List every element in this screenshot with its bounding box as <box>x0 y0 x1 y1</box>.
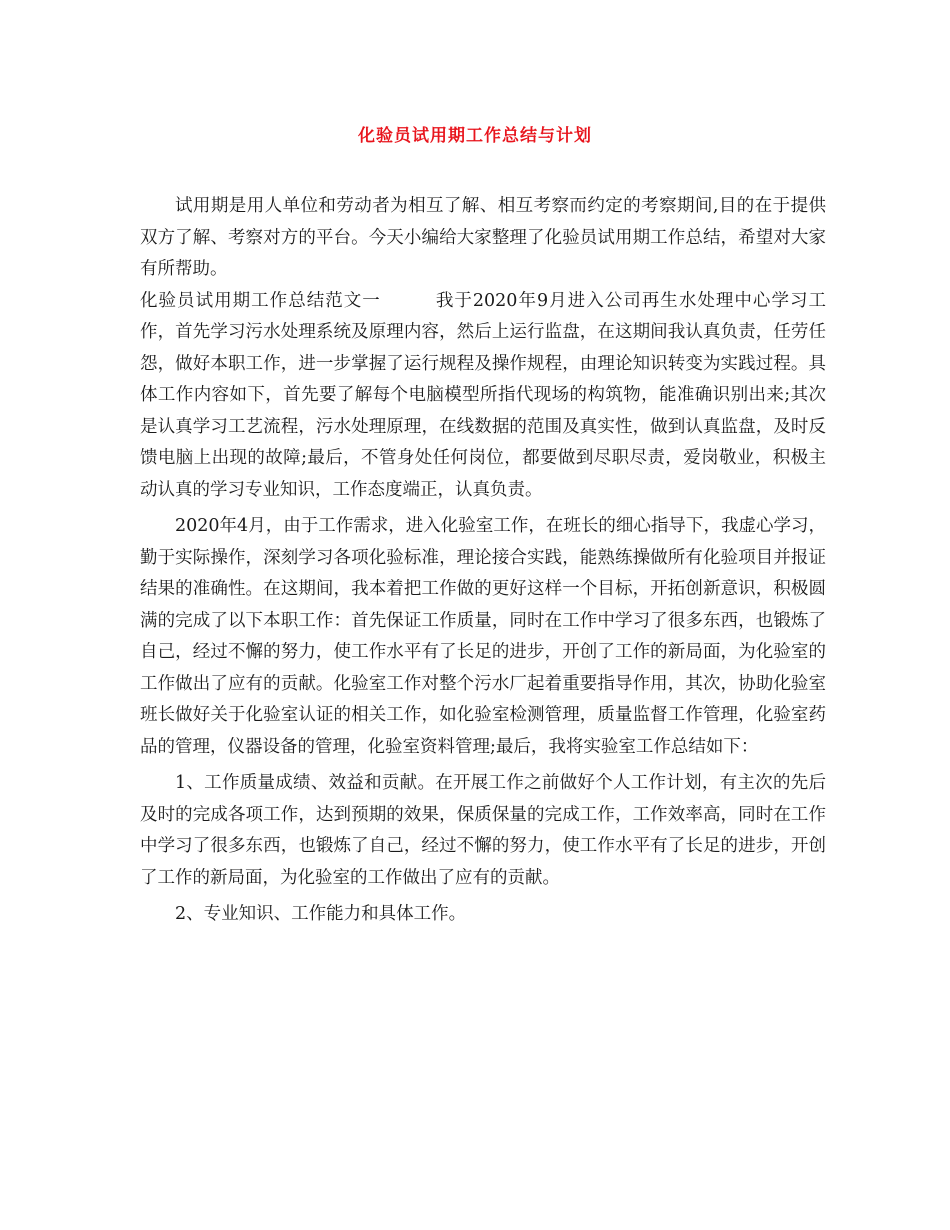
paragraph-2: 2020年4月，由于工作需求，进入化验室工作，在班长的细心指导下，我虚心学习，勤于实际操作，深刻学习各项化验标准，理论接合实践，能熟练操做所有化验项目并报证结果的准确性。在这期间，我本着把工作做的更好这样一个目标，开拓创新意识，积极圆满的完成了以下本职工作：首先保证工作质量，同时在工作中学习了很多东西，也锻炼了自己，经过不懈的努力，使工作水平有了长足的进步，开创了工作的新局面，为化验室的工作做出了应有的贡献。化验室工作对整个污水厂起着重要指导作用，其次，协助化验室班长做好关于化验室认证的相关工作，如化验室检测管理，质量监督工作管理，化验室药品的管理，仪器设备的管理，化验室资料管理;最后，我将实验室工作总结如下： <box>140 516 826 757</box>
intro-paragraph: 试用期是用人单位和劳动者为相互了解、相互考察而约定的考察期间,目的在于提供双方了解、考察对方的平台。今天小编给大家整理了化验员试用期工作总结，希望对大家有所帮助。 <box>140 196 826 279</box>
section-paragraph-1-text: 我于2020年9月进入公司再生水处理中心学习工作，首先学习污水处理系统及原理内容，然后上运行监盘，在这期间我认真负责，任劳任怨，做好本职工作，进一步掌握了运行规程及操作规程，由理论知识转变为实践过程。具体工作内容如下，首先要了解每个电脑模型所指代现场的构筑物，能准确识别出来;其次是认真学习工艺流程，污水处理原理，在线数据的范围及真实性，做到认真监盘，及时反馈电脑上出现的故障;最后，不管身处任何岗位，都要做到尽职尽责，爱岗敬业，积极主动认真的学习专业知识，工作态度端正，认真负责。 <box>140 290 826 500</box>
list-item-2: 2、专业知识、工作能力和具体工作。 <box>175 904 467 924</box>
document-body <box>140 191 826 931</box>
document-title: 化验员试用期工作总结与计划 <box>358 126 592 146</box>
list-item-1: 1、工作质量成绩、效益和贡献。在开展工作之前做好个人工作计划，有主次的先后及时的完成各项工作，达到预期的效果，保质保量的完成工作，工作效率高，同时在工作中学习了很多东西，也锻炼了自己，经过不懈的努力，使工作水平有了长足的进步，开创了工作的新局面，为化验室的工作做出了应有的贡献。 <box>140 773 826 888</box>
section-paragraph-1 <box>140 286 826 507</box>
section-heading: 化验员试用期工作总结范文一 <box>140 290 381 311</box>
